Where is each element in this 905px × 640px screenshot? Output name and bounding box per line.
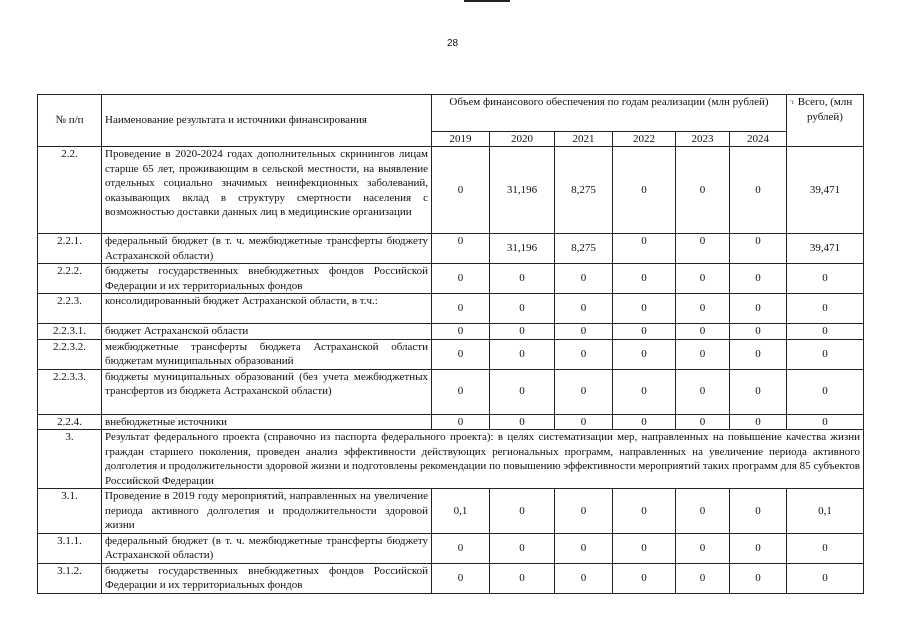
cell-2022: 0 bbox=[613, 264, 676, 294]
row-number: 2.2.3. bbox=[38, 294, 102, 324]
cell-2022: 0 bbox=[613, 234, 676, 264]
row-name: бюджеты муниципальных образований (без учета межбюджетных трансфертов из бюджета Астраханской области) bbox=[102, 369, 432, 414]
year-2019: 2019 bbox=[432, 132, 490, 147]
row-number: 2.2.4. bbox=[38, 414, 102, 430]
row-number: 2.2.3.2. bbox=[38, 339, 102, 369]
cell-2024: 0 bbox=[730, 264, 787, 294]
cell-2020: 0 bbox=[490, 294, 555, 324]
header-name: Наименование результата и источники финансирования bbox=[102, 95, 432, 147]
row-number: 2.2.1. bbox=[38, 234, 102, 264]
result-row bbox=[38, 430, 864, 489]
cell-2023: 0 bbox=[676, 369, 730, 414]
row-number: 3.1.2. bbox=[38, 563, 102, 593]
cell-2024: 0 bbox=[730, 533, 787, 563]
row-name: консолидированный бюджет Астраханской области, в т.ч.: bbox=[102, 294, 432, 324]
table-row bbox=[38, 234, 864, 264]
cell-2021: 0 bbox=[555, 294, 613, 324]
row-name: Проведение в 2019 году мероприятий, направленных на увеличение периода активного долголетия и продолжительности здоровой жизни bbox=[102, 489, 432, 534]
cell-2021: 8,275 bbox=[555, 234, 613, 264]
cell-2022: 0 bbox=[613, 147, 676, 234]
cell-2019: 0 bbox=[432, 563, 490, 593]
cell-2024: 0 bbox=[730, 147, 787, 234]
cell-2020: 0 bbox=[490, 414, 555, 430]
cell-2024: 0 bbox=[730, 294, 787, 324]
row-name: федеральный бюджет (в т. ч. межбюджетные трансферты бюджету Астраханской области) bbox=[102, 533, 432, 563]
cell-2019: 0 bbox=[432, 533, 490, 563]
row-name: внебюджетные источники bbox=[102, 414, 432, 430]
top-rule bbox=[464, 0, 510, 2]
header-total bbox=[787, 95, 864, 147]
row-number: 3.1.1. bbox=[38, 533, 102, 563]
row-name: Проведение в 2020-2024 годах дополнительных скринингов лицам старше 65 лет, проживающим в сельской местности, на выявление отдельных социально значимых неинфекционных заболеваний, оказывающих вклад в структуру смертности населения с возможностью доставки данных лиц в медицинские организации bbox=[102, 147, 432, 234]
cell-2019: 0 bbox=[432, 264, 490, 294]
row-name: бюджет Астраханской области bbox=[102, 324, 432, 340]
cell-2020: 0 bbox=[490, 264, 555, 294]
cell-total: 0 bbox=[787, 414, 864, 430]
cell-2020: 31,196 bbox=[490, 234, 555, 264]
cell-2023: 0 bbox=[676, 414, 730, 430]
cell-2024: 0 bbox=[730, 234, 787, 264]
cell-2021: 0 bbox=[555, 369, 613, 414]
cell-2024: 0 bbox=[730, 324, 787, 340]
page-number: 28 bbox=[446, 38, 459, 49]
table-row bbox=[38, 369, 864, 414]
result-text: Результат федерального проекта (справочно из паспорта федерального проекта): в целях систематизации мер, направленных на повышение качества жизни граждан старшего поколения, проведен анализ эффективности действующих региональных программ, направленных на увеличение периода активного долголетия и продолжительности здоровой жизни и подготовлены рекомендации по повышению эффективности мероприятий таких программ для 85 субъектов Российской Федерации bbox=[102, 430, 864, 489]
row-number: 2.2.2. bbox=[38, 264, 102, 294]
row-name: бюджеты государственных внебюджетных фондов Российской Федерации и их территориальных фондов bbox=[102, 563, 432, 593]
cell-total: 0 bbox=[787, 264, 864, 294]
table-row bbox=[38, 324, 864, 340]
cell-2019: 0 bbox=[432, 369, 490, 414]
cell-2023: 0 bbox=[676, 489, 730, 534]
cell-total: 0 bbox=[787, 339, 864, 369]
financing-table bbox=[37, 94, 864, 594]
cell-2020: 0 bbox=[490, 489, 555, 534]
cell-total: 0 bbox=[787, 369, 864, 414]
cell-2022: 0 bbox=[613, 369, 676, 414]
cell-total: 39,471 bbox=[787, 147, 864, 234]
cell-2020: 31,196 bbox=[490, 147, 555, 234]
cell-total: 0 bbox=[787, 533, 864, 563]
cell-2019: 0 bbox=[432, 147, 490, 234]
cell-2023: 0 bbox=[676, 533, 730, 563]
cell-2023: 0 bbox=[676, 339, 730, 369]
cell-2024: 0 bbox=[730, 563, 787, 593]
cell-2020: 0 bbox=[490, 563, 555, 593]
cell-2019: 0 bbox=[432, 294, 490, 324]
row-number: 2.2. bbox=[38, 147, 102, 234]
cell-2023: 0 bbox=[676, 147, 730, 234]
cell-2024: 0 bbox=[730, 489, 787, 534]
table-row bbox=[38, 533, 864, 563]
cell-2024: 0 bbox=[730, 369, 787, 414]
row-name: федеральный бюджет (в т. ч. межбюджетные трансферты бюджету Астраханской области) bbox=[102, 234, 432, 264]
table-row bbox=[38, 294, 864, 324]
cell-2021: 0 bbox=[555, 489, 613, 534]
cell-2020: 0 bbox=[490, 369, 555, 414]
table-row bbox=[38, 563, 864, 593]
cell-2019: 0 bbox=[432, 324, 490, 340]
cell-total: 0 bbox=[787, 324, 864, 340]
row-number: 3. bbox=[38, 430, 102, 489]
cell-2023: 0 bbox=[676, 294, 730, 324]
cell-total: 0 bbox=[787, 563, 864, 593]
cell-2020: 0 bbox=[490, 324, 555, 340]
table-row bbox=[38, 489, 864, 534]
cell-2022: 0 bbox=[613, 294, 676, 324]
cell-total: 39,471 bbox=[787, 234, 864, 264]
year-2024: 2024 bbox=[730, 132, 787, 147]
cell-2022: 0 bbox=[613, 533, 676, 563]
cell-2022: 0 bbox=[613, 324, 676, 340]
row-name: бюджеты государственных внебюджетных фондов Российской Федерации и их территориальных фондов bbox=[102, 264, 432, 294]
cell-2021: 0 bbox=[555, 563, 613, 593]
cell-2022: 0 bbox=[613, 489, 676, 534]
cell-2020: 0 bbox=[490, 533, 555, 563]
cell-2021: 0 bbox=[555, 533, 613, 563]
header-total-label: Всего, (млн рублей) bbox=[797, 96, 853, 123]
cell-2024: 0 bbox=[730, 339, 787, 369]
cell-2019: 0 bbox=[432, 234, 490, 264]
header-num: № п/п bbox=[38, 95, 102, 147]
cell-2021: 0 bbox=[555, 414, 613, 430]
cell-2020: 0 bbox=[490, 339, 555, 369]
row-number: 3.1. bbox=[38, 489, 102, 534]
cell-2023: 0 bbox=[676, 324, 730, 340]
cell-2022: 0 bbox=[613, 414, 676, 430]
table-row bbox=[38, 264, 864, 294]
row-number: 2.2.3.3. bbox=[38, 369, 102, 414]
row-name: межбюджетные трансферты бюджета Астраханской области бюджетам муниципальных образований bbox=[102, 339, 432, 369]
table-row bbox=[38, 414, 864, 430]
cell-total: 0 bbox=[787, 294, 864, 324]
header-volume: Объем финансового обеспечения по годам реализации (млн рублей) bbox=[432, 95, 787, 132]
cell-2019: 0,1 bbox=[432, 489, 490, 534]
cell-total: 0,1 bbox=[787, 489, 864, 534]
cell-2021: 0 bbox=[555, 324, 613, 340]
cell-2019: 0 bbox=[432, 339, 490, 369]
cell-2023: 0 bbox=[676, 264, 730, 294]
cell-2019: 0 bbox=[432, 414, 490, 430]
pen-mark-icon: ˊ¹ bbox=[789, 99, 795, 108]
cell-2023: 0 bbox=[676, 563, 730, 593]
year-2021: 2021 bbox=[555, 132, 613, 147]
cell-2021: 0 bbox=[555, 339, 613, 369]
row-number: 2.2.3.1. bbox=[38, 324, 102, 340]
year-2023: 2023 bbox=[676, 132, 730, 147]
table-row bbox=[38, 339, 864, 369]
year-2022: 2022 bbox=[613, 132, 676, 147]
cell-2023: 0 bbox=[676, 234, 730, 264]
cell-2024: 0 bbox=[730, 414, 787, 430]
cell-2021: 0 bbox=[555, 264, 613, 294]
table-row bbox=[38, 147, 864, 234]
cell-2022: 0 bbox=[613, 563, 676, 593]
cell-2022: 0 bbox=[613, 339, 676, 369]
cell-2021: 8,275 bbox=[555, 147, 613, 234]
year-2020: 2020 bbox=[490, 132, 555, 147]
